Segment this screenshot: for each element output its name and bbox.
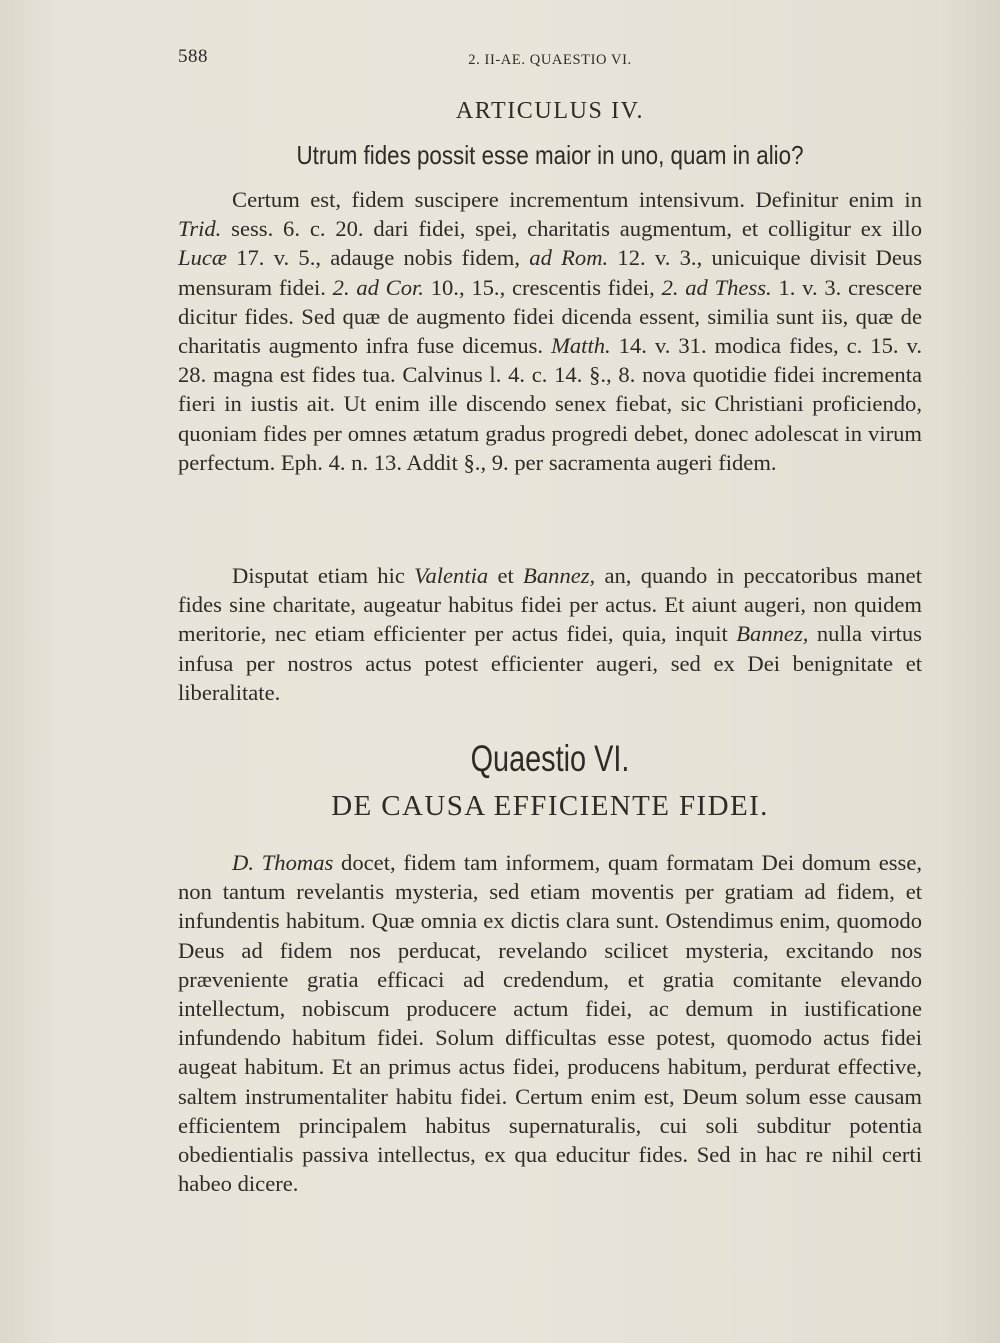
running-header xyxy=(178,46,922,72)
article-heading: ARTICULUS IV. xyxy=(455,98,645,124)
page-number: 588 xyxy=(178,46,208,67)
article-question: Utrum fides possit esse maior in uno, quam in alio? xyxy=(296,140,804,170)
quaestio-paragraph-1: D. Thomas docet, fidem tam informem, quam formatam Dei domum esse, non tantum revelantis mysteria, sed etiam moventis per gratiam ad fidem, et infundentis habitum. Quæ omnia ex dictis clara sunt. Ostendimus enim, quomodo Deus ad fidem nos perducat, revelando scilicet mysteria, excitando nos præveniente gratia efficaci ad credendum, et gratia comitante elevando intellectum, nobiscum producere actum fidei, ac demum in iustificatione infundendo habitum fidei. Solum difficultas esse potest, quomodo actus fidei augeat habitum. Et an primus actus fidei, producens habitum, perdurat effective, saltem instrumentaliter habitu fidei. Certum enim est, Deum solum esse causam efficientem principalem habitus supernaturalis, cui soli subditur potentia obedientialis passiva intellectus, ex qua educitur fides. Sed in hac re nihil certi habeo dicere. xyxy=(178,850,922,1197)
running-title: 2. II-AE. QUAESTIO VI. xyxy=(468,52,632,68)
quaestio-title: Quaestio VI. xyxy=(470,738,630,779)
quaestio-subtitle: DE CAUSA EFFICIENTE FIDEI. xyxy=(331,790,769,822)
article-paragraph-1: Certum est, fidem suscipere incrementum intensivum. Definitur enim in Trid. sess. 6. c. 20. dari fidei, spei, charitatis augmentum, et colligitur ex illo Lucæ 17. v. 5., adauge nobis fidem, ad Rom. 12. v. 3., unicuique divisit Deus mensuram fidei. 2. ad Cor. 10., 15., crescentis fidei, 2. ad Thess. 1. v. 3. crescere dicitur fides. Sed quæ de augmento fidei dicenda essent, similia sunt iis, quæ de charitatis augmento infra fuse dicemus. Matth. 14. v. 31. modica fides, c. 15. v. 28. magna est fides tua. Calvinus l. 4. c. 14. §., 8. nova quotidie fidei incrementa fieri in iustis ait. Ut enim ille discendo senex fiebat, sic Christiani proficiendo, quoniam fides per omnes ætatum gradus progredi debet, donec adolescat in virum perfectum. Eph. 4. n. 13. Addit §., 9. per sacramenta augeri fidem. xyxy=(178,187,922,475)
article-paragraph-2: Disputat etiam hic Valentia et Bannez, an, quando in peccatoribus manet fides sine charitate, augeatur habitus fidei per actus. Et aiunt augeri, non quidem meritorie, nec etiam efficienter per actus fidei, quia, inquit Bannez, nulla virtus infusa per nostros actus potest efficienter augeri, sed ex Dei benignitate et liberalitate. xyxy=(178,563,922,705)
